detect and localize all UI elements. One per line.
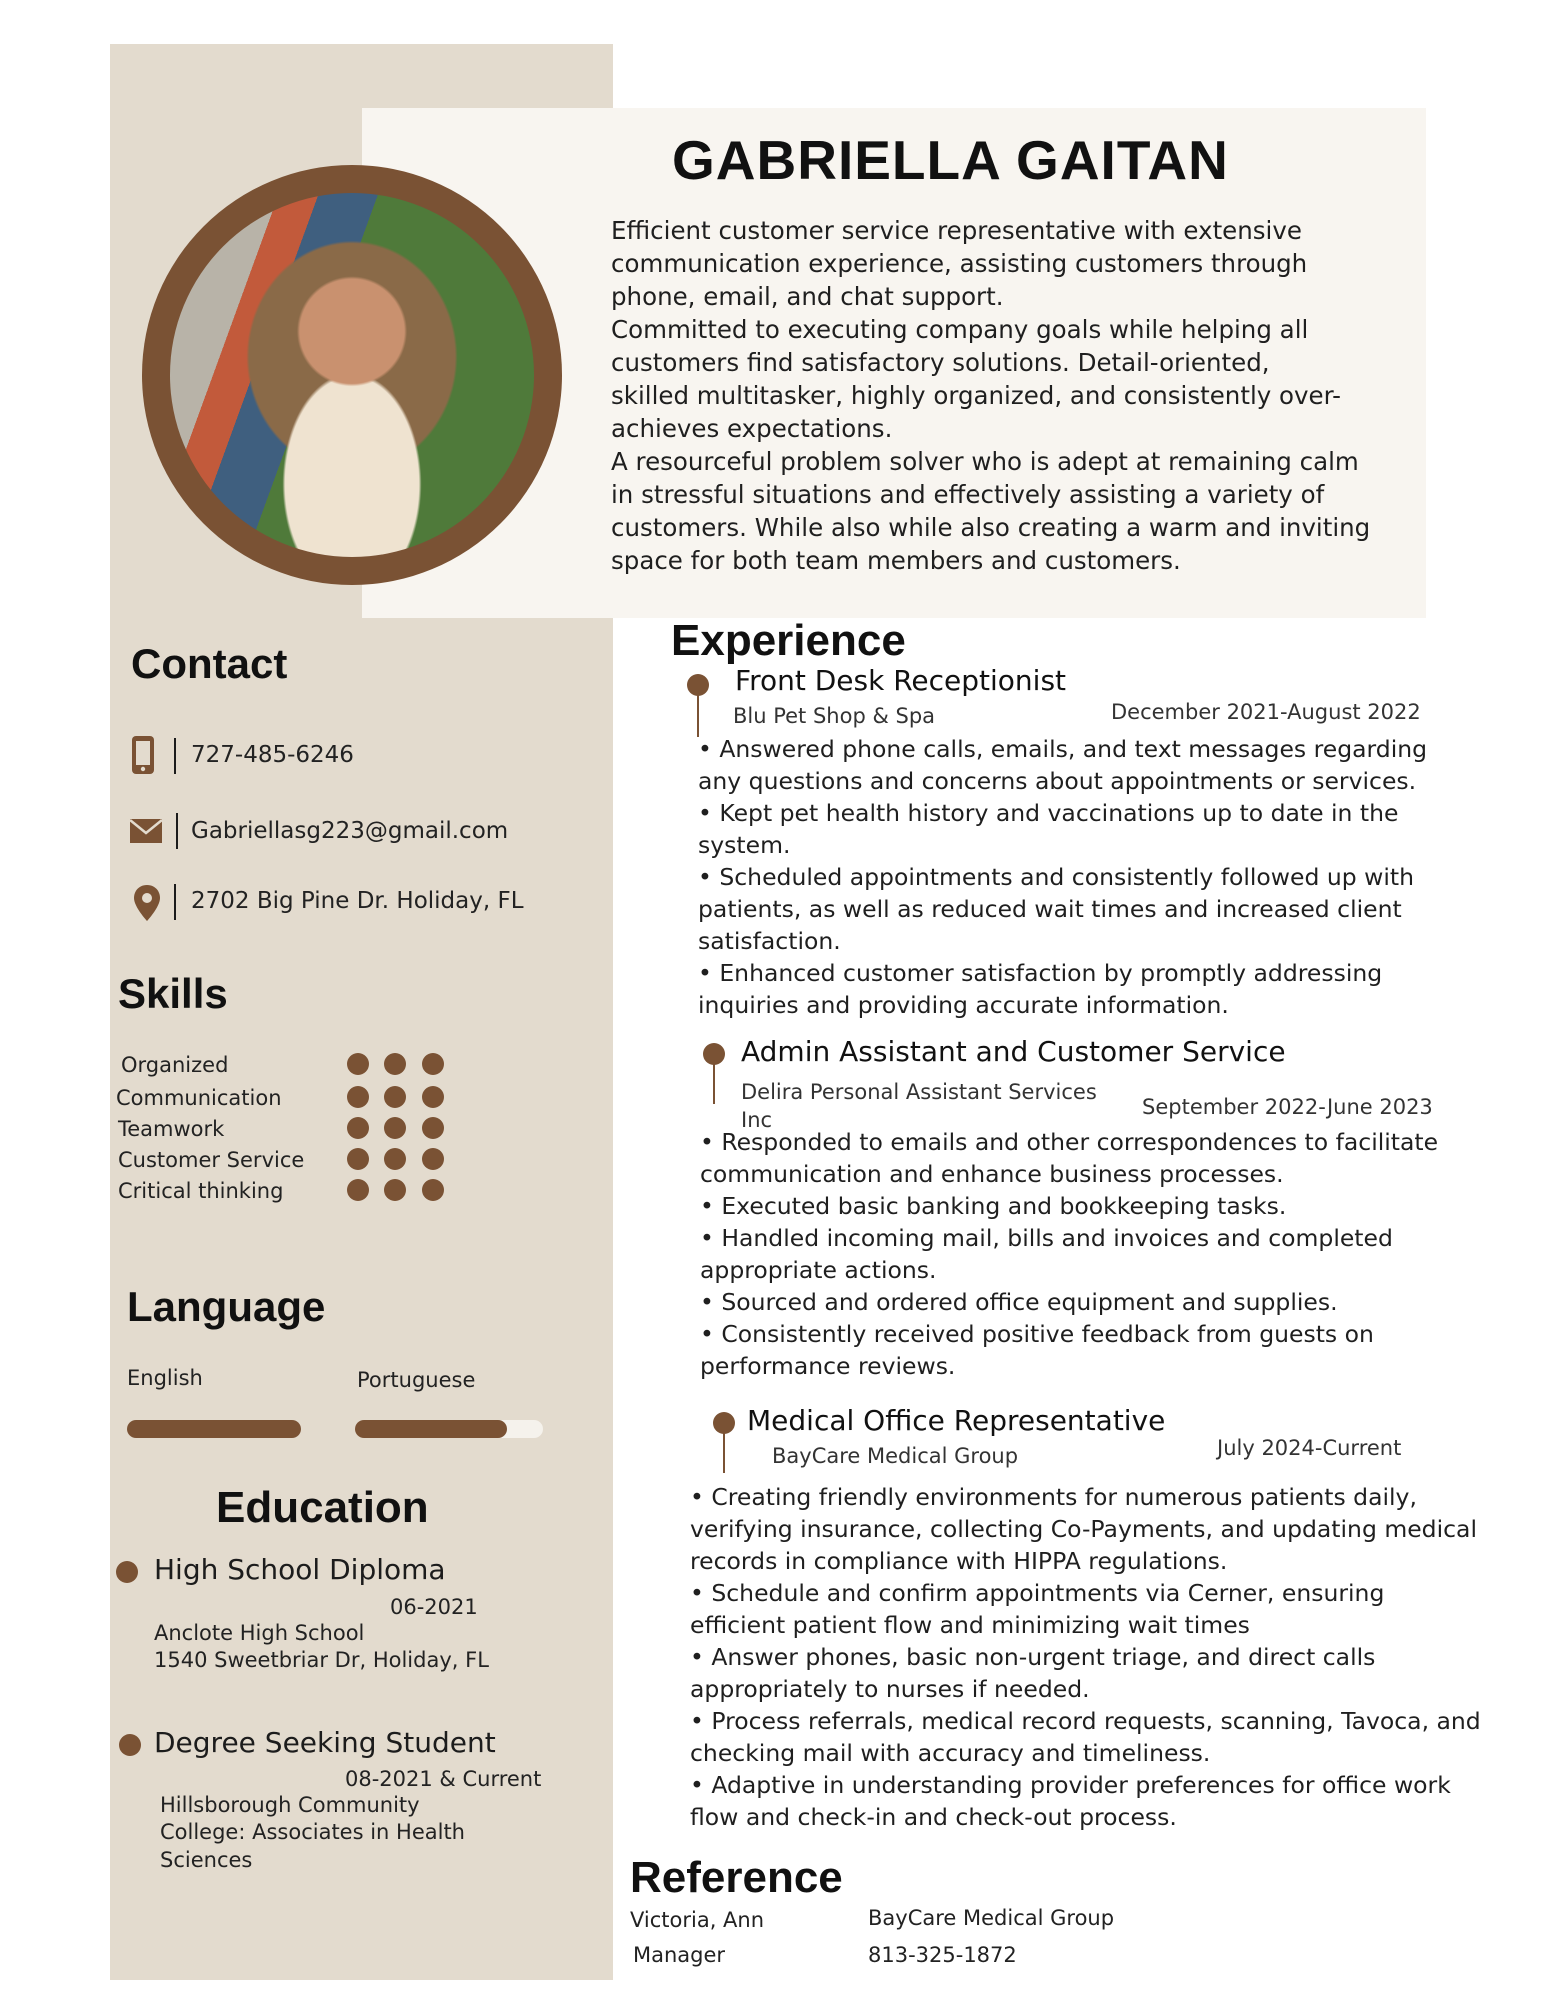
skill-dot — [384, 1148, 406, 1170]
contact-divider — [174, 738, 176, 774]
duty-line: • Kept pet health history and vaccinations up to date in the — [698, 799, 1399, 827]
job-title: Front Desk Receptionist — [735, 664, 1067, 697]
duty-line: flow and check-in and check-out process. — [690, 1803, 1177, 1831]
skill-dot — [422, 1148, 444, 1170]
duty-line: appropriate actions. — [700, 1256, 937, 1284]
skill-label: Communication — [116, 1086, 282, 1110]
language-label: English — [127, 1366, 203, 1390]
job-company: BayCare Medical Group — [772, 1444, 1019, 1468]
summary-line: phone, email, and chat support. — [611, 282, 1004, 311]
contact-phone: 727-485-6246 — [191, 742, 354, 768]
job-timeline-line — [713, 1064, 715, 1104]
language-bar-english — [127, 1420, 301, 1438]
skill-label: Teamwork — [118, 1117, 225, 1141]
education-detail: Anclote High School — [154, 1621, 365, 1645]
skill-dot — [384, 1086, 406, 1108]
job-duties — [690, 1481, 1481, 1833]
job-company: Inc — [741, 1108, 773, 1132]
job-dates: September 2022-June 2023 — [1142, 1095, 1433, 1119]
duty-line: records in compliance with HIPPA regulations. — [690, 1547, 1228, 1575]
duty-line: efficient patient flow and minimizing wait times — [690, 1611, 1250, 1639]
skill-dot — [347, 1148, 369, 1170]
duty-line: • Responded to emails and other correspondences to facilitate — [700, 1128, 1439, 1156]
duty-line: • Sourced and ordered office equipment and supplies. — [700, 1288, 1338, 1316]
language-bar-fill — [127, 1420, 301, 1438]
job-title: Medical Office Representative — [747, 1404, 1166, 1437]
duty-line: • Schedule and confirm appointments via Cerner, ensuring — [690, 1579, 1385, 1607]
job-company: Delira Personal Assistant Services — [741, 1080, 1097, 1104]
reference-heading: Reference — [630, 1853, 843, 1902]
skill-dot — [422, 1053, 444, 1075]
phone-icon — [130, 735, 156, 775]
profile-summary — [611, 214, 1411, 577]
duty-line: system. — [698, 831, 791, 859]
language-label: Portuguese — [357, 1368, 476, 1392]
duty-line: • Adaptive in understanding provider preferences for office work — [690, 1771, 1451, 1799]
summary-line: space for both team members and customers. — [611, 546, 1181, 575]
job-timeline-line — [697, 695, 699, 737]
skill-dot — [347, 1179, 369, 1201]
skill-dot — [384, 1179, 406, 1201]
skills-heading: Skills — [118, 970, 228, 1017]
summary-line: skilled multitasker, highly organized, and consistently over- — [611, 381, 1341, 410]
skill-label: Critical thinking — [118, 1179, 284, 1203]
duty-line: • Handled incoming mail, bills and invoices and completed — [700, 1224, 1393, 1252]
summary-line: communication experience, assisting customers through — [611, 249, 1308, 278]
reference-company: BayCare Medical Group — [868, 1906, 1115, 1930]
language-bar-portuguese — [355, 1420, 543, 1438]
education-detail: Sciences — [160, 1848, 253, 1872]
duty-line: satisfaction. — [698, 927, 841, 955]
job-timeline-line — [723, 1433, 725, 1473]
language-heading: Language — [127, 1283, 326, 1330]
job-company: Blu Pet Shop & Spa — [733, 704, 936, 728]
duty-line: patients, as well as reduced wait times and increased client — [698, 895, 1402, 923]
job-duties — [700, 1126, 1438, 1382]
language-bar-fill — [355, 1420, 507, 1438]
job-bullet — [687, 674, 709, 696]
duty-line: • Answer phones, basic non-urgent triage, and direct calls — [690, 1643, 1376, 1671]
summary-line: Efficient customer service representative with extensive — [611, 216, 1302, 245]
contact-address: 2702 Big Pine Dr. Holiday, FL — [191, 888, 524, 914]
job-bullet — [713, 1412, 735, 1434]
duty-line: appropriately to nurses if needed. — [690, 1675, 1090, 1703]
duty-line: • Process referrals, medical record requests, scanning, Tavoca, and — [690, 1707, 1481, 1735]
summary-line: A resourceful problem solver who is adept at remaining calm — [611, 447, 1359, 476]
duty-line: • Executed basic banking and bookkeeping tasks. — [700, 1192, 1287, 1220]
education-date: 06-2021 — [390, 1595, 478, 1619]
profile-photo — [170, 193, 534, 557]
experience-heading: Experience — [671, 616, 906, 665]
skill-dot — [384, 1053, 406, 1075]
duty-line: • Answered phone calls, emails, and text messages regarding — [698, 735, 1428, 763]
education-detail: 1540 Sweetbriar Dr, Holiday, FL — [154, 1648, 489, 1672]
location-pin-icon — [133, 884, 161, 922]
skill-label: Customer Service — [118, 1148, 305, 1172]
job-duties — [698, 733, 1427, 1021]
education-title: High School Diploma — [154, 1553, 446, 1586]
duty-line: communication and enhance business processes. — [700, 1160, 1284, 1188]
contact-divider — [174, 884, 176, 920]
duty-line: inquiries and providing accurate information. — [698, 991, 1229, 1019]
education-title: Degree Seeking Student — [154, 1726, 496, 1759]
applicant-name: GABRIELLA GAITAN — [672, 129, 1229, 191]
education-date: 08-2021 & Current — [345, 1767, 542, 1791]
skill-dot — [347, 1053, 369, 1075]
education-bullet — [119, 1734, 141, 1756]
summary-line: customers. While also while also creating a warm and inviting — [611, 513, 1371, 542]
summary-line: customers find satisfactory solutions. Detail-oriented, — [611, 348, 1270, 377]
reference-name: Victoria, Ann — [630, 1908, 765, 1932]
job-title: Admin Assistant and Customer Service — [741, 1035, 1286, 1068]
duty-line: • Scheduled appointments and consistently followed up with — [698, 863, 1414, 891]
duty-line: verifying insurance, collecting Co-Payments, and updating medical — [690, 1515, 1477, 1543]
duty-line: • Enhanced customer satisfaction by promptly addressing — [698, 959, 1383, 987]
contact-divider — [176, 813, 178, 849]
skill-dot — [422, 1179, 444, 1201]
education-bullet — [116, 1561, 138, 1583]
skill-dot — [422, 1117, 444, 1139]
summary-line: achieves expectations. — [611, 414, 893, 443]
job-dates: December 2021-August 2022 — [1111, 700, 1421, 724]
summary-line: Committed to executing company goals while helping all — [611, 315, 1309, 344]
duty-line: • Consistently received positive feedback from guests on — [700, 1320, 1374, 1348]
reference-phone[interactable]: 813-325-1872 — [868, 1943, 1017, 1967]
education-heading: Education — [216, 1483, 429, 1532]
skill-dot — [422, 1086, 444, 1108]
skill-dot — [347, 1117, 369, 1139]
job-dates: July 2024-Current — [1217, 1436, 1402, 1460]
skill-dot — [347, 1086, 369, 1108]
summary-line: in stressful situations and effectively assisting a variety of — [611, 480, 1325, 509]
skill-dot — [384, 1117, 406, 1139]
job-bullet — [703, 1043, 725, 1065]
duty-line: checking mail with accuracy and timeliness. — [690, 1739, 1211, 1767]
duty-line: any questions and concerns about appointments or services. — [698, 767, 1417, 795]
reference-role: Manager — [633, 1943, 726, 1967]
duty-line: • Creating friendly environments for numerous patients daily, — [690, 1483, 1417, 1511]
email-icon — [129, 818, 163, 844]
education-detail: College: Associates in Health — [160, 1820, 465, 1844]
skill-label: Organized — [121, 1053, 229, 1077]
contact-heading: Contact — [131, 640, 288, 687]
contact-email[interactable]: Gabriellasg223@gmail.com — [191, 818, 509, 844]
duty-line: performance reviews. — [700, 1352, 956, 1380]
education-detail: Hillsborough Community — [160, 1793, 420, 1817]
